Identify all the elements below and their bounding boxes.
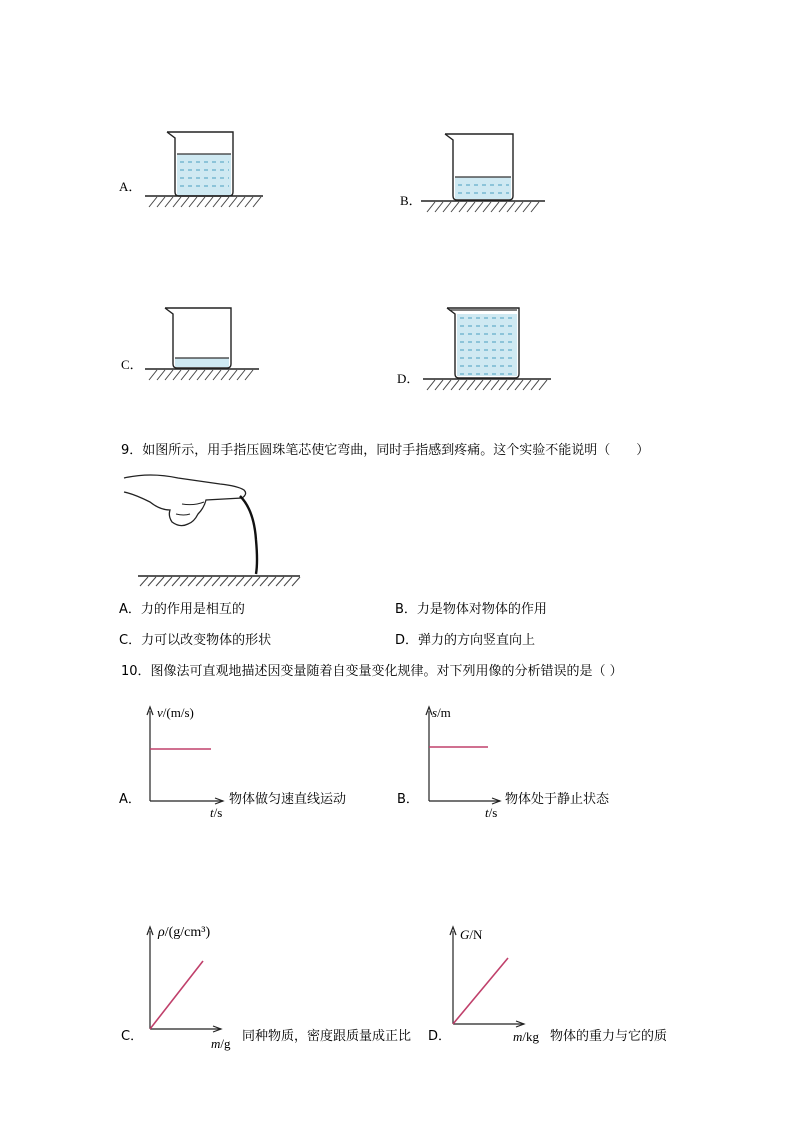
q10-option-d-letter: D．: [428, 1029, 452, 1044]
beaker-figure-a: [145, 128, 265, 210]
question-10-stem: 10．图像法可直观地描述因变量随着自变量变化规律。对下列用像的分析错误的是（ ）: [121, 664, 623, 679]
graph-b: [424, 705, 514, 820]
graph-c: [145, 925, 235, 1035]
beaker-figure-d: [423, 304, 553, 394]
graph-d-x-label: m/kg: [513, 1029, 540, 1044]
question-9-stem: 9．如图所示，用手指压圆珠笔芯使它弯曲，同时手指感到疼痛。这个实验不能说明（ ）: [121, 443, 650, 458]
q9-option-d: [395, 633, 535, 649]
q9-option-b-text: 力是物体对物体的作用: [416, 602, 547, 617]
graph-c-y-label: ρ/(g/cm³): [158, 925, 211, 940]
option-a-label: A．: [119, 179, 142, 194]
finger-pen-figure: [120, 470, 304, 588]
graph-b-x-label: t/s: [485, 805, 498, 820]
q10-option-a-text: 物体做匀速直线运动: [229, 792, 347, 807]
q9-option-a-letter: A．: [119, 602, 141, 617]
option-b-label: B．: [400, 193, 422, 208]
q9-option-a: [119, 602, 245, 618]
graph-c-x-label: m/g: [211, 1036, 231, 1051]
q9-option-d-text: 弹力的方向竖直向上: [418, 633, 536, 648]
q9-option-c: [119, 633, 271, 649]
q9-option-a-text: 力的作用是相互的: [140, 602, 245, 617]
q9-option-c-text: 力可以改变物体的形状: [141, 633, 272, 648]
graph-a-y-label: v/(m/s): [157, 705, 194, 720]
beaker-figure-c: [145, 304, 261, 384]
option-c-label: C．: [121, 357, 143, 372]
graph-d-y-label: G/N: [460, 927, 483, 942]
q10-option-c-text: 同种物质，密度跟质量成正比: [242, 1029, 412, 1044]
q10-option-b-letter: B．: [397, 792, 419, 807]
graph-a-x-label: t/s: [210, 805, 223, 820]
q9-option-c-letter: C．: [119, 633, 142, 648]
graph-d-line: [453, 958, 508, 1024]
graph-c-line: [150, 961, 203, 1029]
q9-option-d-letter: D．: [395, 633, 419, 648]
option-d-label: D．: [397, 371, 420, 386]
beaker-figure-b: [421, 130, 547, 214]
q9-option-b-letter: B．: [395, 602, 417, 617]
q10-option-d-text: 物体的重力与它的质: [550, 1029, 668, 1044]
q9-option-b: [395, 602, 547, 618]
q10-option-a-letter: A．: [119, 792, 141, 807]
graph-b-y-label: s/m: [432, 705, 451, 720]
q10-option-b-text: 物体处于静止状态: [505, 792, 610, 807]
q10-option-c-letter: C．: [121, 1029, 144, 1044]
graph-a: [145, 705, 235, 820]
